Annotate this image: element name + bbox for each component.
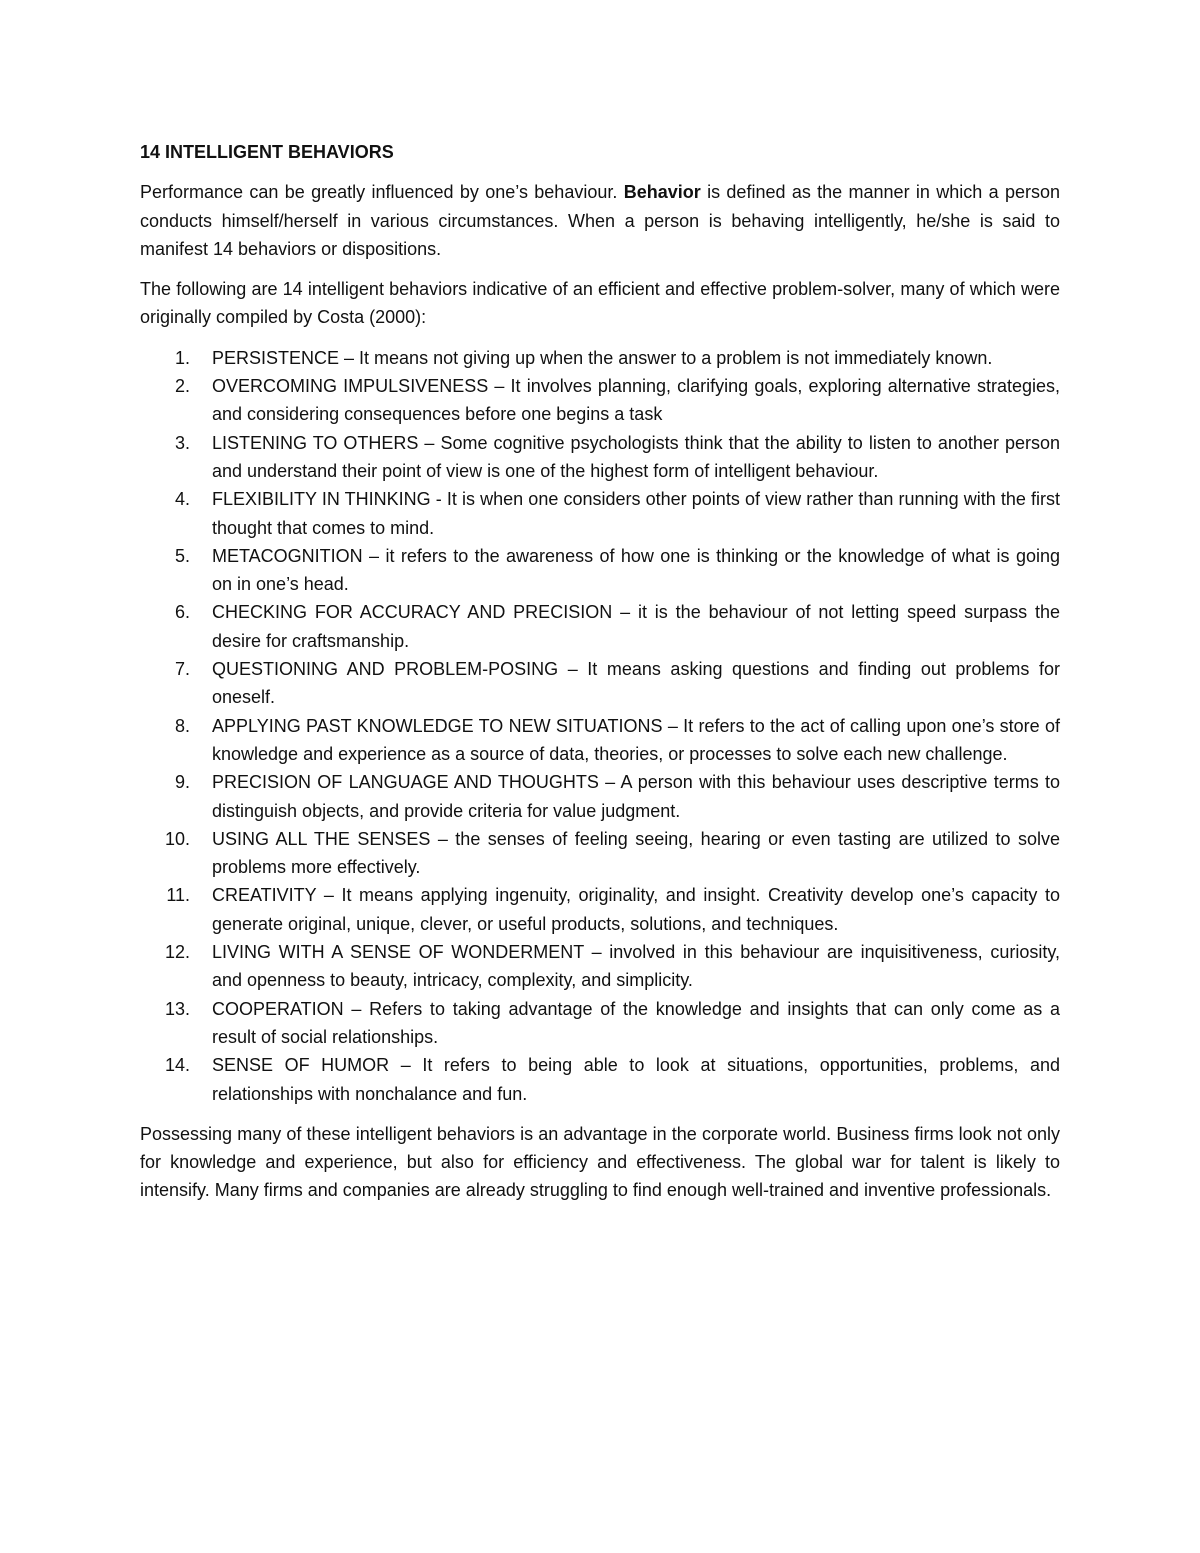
list-item-number: 3. (174, 432, 190, 453)
list-item-number: 10. (164, 828, 190, 849)
document-title: 14 INTELLIGENT BEHAVIORS (140, 142, 394, 162)
list-item-text: SENSE OF HUMOR – It refers to being able to look at situations, opportunities, problems, and relationships with nonchalance and fun. (212, 1055, 1060, 1104)
list-item-text: METACOGNITION – it refers to the awareness of how one is thinking or the knowledge of what is going on in one’s head. (212, 545, 1060, 595)
list-item-number: 11. (166, 885, 190, 906)
list-item-number: 4. (174, 489, 190, 510)
behavior-term: Behavior (623, 182, 701, 203)
list-item-number: 9. (174, 772, 190, 793)
list-item (140, 768, 1060, 825)
list-item (140, 655, 1060, 712)
list-item-text: CREATIVITY – It means applying ingenuity, originality, and insight. Creativity develop one’s capacity to generate original, unique, clever, or useful products, solutions, and techniques. (212, 885, 1060, 934)
intro-text-end: is defined as the manner in which a person conducts himself/herself in various circumstances. When a person is behaving intelligently, he/she is said to manifest 14 behaviors or dispositions. (140, 182, 1061, 259)
list-item-number: 14. (164, 1055, 190, 1076)
list-item (140, 938, 1060, 995)
list-item-number: 12. (164, 942, 190, 963)
list-item-number: 7. (174, 659, 190, 680)
list-item-text: APPLYING PAST KNOWLEDGE TO NEW SITUATIONS – It refers to the act of calling upon one’s store of knowledge and experience as a source of data, theories, or processes to solve each new challenge. (212, 715, 1060, 764)
intro-text-start: Performance can be greatly influenced by one’s behaviour. (140, 182, 624, 203)
list-item-text: FLEXIBILITY IN THINKING - It is when one considers other points of view rather than running with the first thought that comes to mind. (212, 489, 1060, 538)
list-item-number: 6. (174, 602, 190, 623)
list-item-text: PRECISION OF LANGUAGE AND THOUGHTS – A person with this behaviour uses descriptive terms to distinguish objects, and provide criteria for value judgment. (212, 772, 1060, 821)
list-item (140, 485, 1060, 542)
list-item-number: 13. (164, 998, 190, 1019)
list-item-number: 2. (174, 376, 190, 397)
list-item (140, 995, 1060, 1052)
list-item (140, 344, 1060, 372)
list-item (140, 598, 1060, 655)
list-item (140, 372, 1060, 429)
list-item-text: LIVING WITH A SENSE OF WONDERMENT – involved in this behaviour are inquisitiveness, curiosity, and openness to beauty, intricacy, complexity, and simplicity. (212, 942, 1060, 991)
list-item-text: PERSISTENCE – It means not giving up when the answer to a problem is not immediately known. (212, 347, 993, 368)
list-item-number: 5. (174, 545, 190, 566)
behaviors-list (140, 344, 1060, 1108)
document-page (140, 138, 1060, 1217)
list-item-number: 8. (174, 715, 190, 736)
list-item (140, 542, 1060, 599)
list-item (140, 825, 1060, 882)
list-item-text: USING ALL THE SENSES – the senses of feeling seeing, hearing or even tasting are utilized to solve problems more effectively. (212, 828, 1060, 878)
list-item (140, 712, 1060, 769)
list-item (140, 881, 1060, 938)
intro-paragraph (140, 178, 1060, 263)
conclusion-paragraph: Possessing many of these intelligent behaviors is an advantage in the corporate world. Business firms look not only for knowledge and experience, but also for efficiency and effectiveness. The global war for talent is likely to intensify. Many firms and companies are already struggling to find enough well-trained and inventive professionals. (140, 1123, 1060, 1201)
list-item-text: LISTENING TO OTHERS – Some cognitive psychologists think that the ability to listen to another person and understand their point of view is one of the highest form of intelligent behaviour. (212, 432, 1060, 481)
list-item (140, 1051, 1060, 1108)
list-item-text: OVERCOMING IMPULSIVENESS – It involves planning, clarifying goals, exploring alternative strategies, and considering consequences before one begins a task (212, 376, 1060, 425)
list-item-number: 1. (174, 347, 190, 368)
list-item-text: QUESTIONING AND PROBLEM-POSING – It means asking questions and finding out problems for oneself. (212, 659, 1060, 708)
list-item-text: CHECKING FOR ACCURACY AND PRECISION – it is the behaviour of not letting speed surpass the desire for craftsmanship. (212, 602, 1060, 651)
list-item-text: COOPERATION – Refers to taking advantage of the knowledge and insights that can only come as a result of social relationships. (212, 998, 1060, 1047)
list-item (140, 429, 1060, 486)
list-intro-paragraph: The following are 14 intelligent behaviors indicative of an efficient and effective problem-solver, many of which were originally compiled by Costa (2000): (140, 279, 1060, 328)
